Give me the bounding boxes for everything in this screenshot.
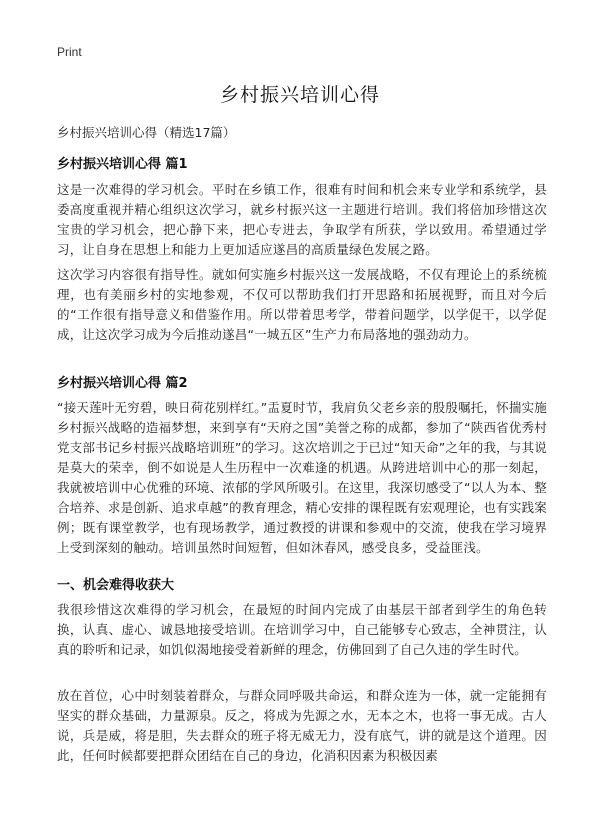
- section-3-paragraph-2: 放在首位，心中时刻装着群众，与群众同呼吸共命运，和群众连为一体，就一定能拥有坚实的群众基础，力量源泉。反之，将成为先源之水，无本之木，也将一事无成。古人说，兵是威，将是胆，失去群众的班子将无威无力，没有底气，讲的就是这个道理。因此，任何时候都要把群众团结在自己的身边，化消积因素为积极因素: [57, 688, 547, 763]
- print-label[interactable]: Print: [57, 45, 82, 59]
- section-2-paragraph-1: “接天莲叶无穷碧，映日荷花别样红。”盂夏时节，我肩负父老乡亲的殷殷嘱托，怀揣实施乡村振兴战略的造福梦想，来到享有“天府之国”美誉之称的成都，参加了“陕西省优秀村党支部书记乡村振兴战略培训班”的学习。这次培训之于已过“知天命”之年的我，与其说是莫大的荣幸，倒不如说是人生历程中一次难逢的机遇。从跨进培训中心的那一刻起，我就被培训中心优雅的环境、浓郁的学风所吸引。在这里，我深切感受了“以人为本、整合培养、求是创新、追求卓越”的教育理念，精心安排的课程既有宏观理论，也有实践案例；既有课堂教学，也有现场教学，通过教授的讲课和参观中的交流，使我在学习境界上受到深刻的触动。培训虽然时间短暂，但如沐春风，感受良多，受益匪浅。: [57, 400, 547, 555]
- section-3-paragraph-1: 我很珍惜这次难得的学习机会，在最短的时间内完成了由基层干部者到学生的角色转换，认真、虚心、诚恳地接受培训。在培训学习中，自己能够专心致志，全神贯注，认真的聆听和记录，如饥似渴地接受着新鲜的理念，仿佛回到了自己久违的学生时代。: [57, 602, 547, 657]
- section-heading-1: 乡村振兴培训心得 篇1: [57, 157, 188, 172]
- document-title: 乡村振兴培训心得: [219, 84, 380, 106]
- section-heading-3: 一、机会难得收获大: [57, 578, 175, 593]
- section-1-paragraph-1: 这是一次难得的学习机会。平时在乡镇工作，很难有时间和机会来专业学和系统学，县委高度重视并精心组织这次学习，就乡村振兴这一主题进行培训。我们将倍加珍惜这次宝贵的学习机会，把心静下来，把心专进去，争取学有所获，学以致用。希望通过学习，让自身在思想上和能力上更加适应遂昌的高质量绿色发展之路。: [57, 182, 547, 257]
- section-heading-2: 乡村振兴培训心得 篇2: [57, 376, 188, 391]
- document-subtitle: 乡村振兴培训心得（精选17篇）: [57, 125, 236, 140]
- section-1-paragraph-2: 这次学习内容很有指导性。就如何实施乡村振兴这一发展战略，不仅有理论上的系统梳理，也有美丽乡村的实地参观，不仅可以帮助我们打开思路和拓展视野，而且对今后的“工作很有指导意义和借鉴作用。所以带着思考学，带着问题学，以学促干，以学促成，让这次学习成为今后推动遂昌“一城五区”生产力布局落地的强劲动力。: [57, 267, 547, 342]
